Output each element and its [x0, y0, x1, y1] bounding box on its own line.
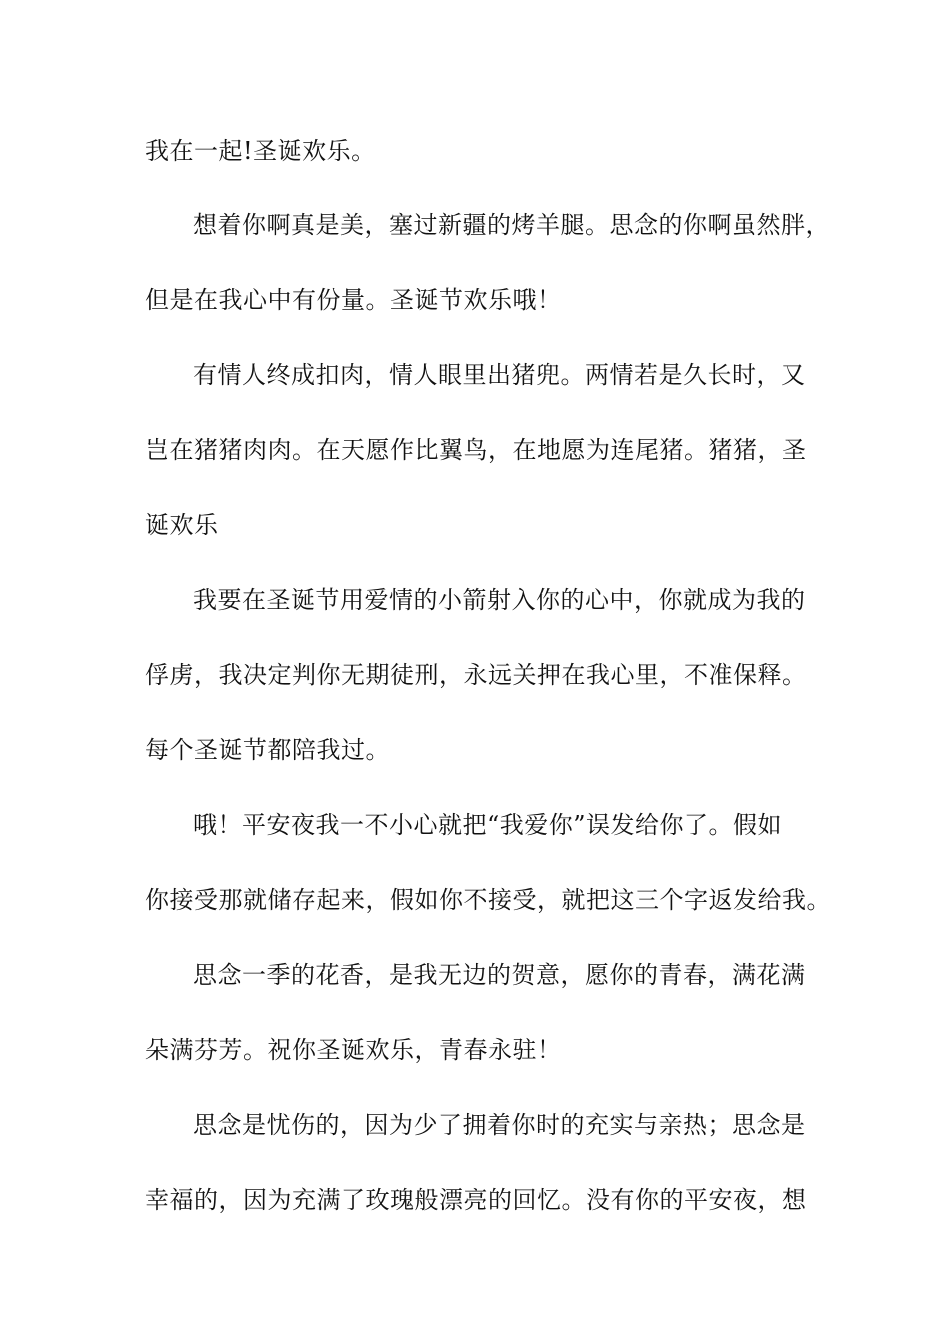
text-line: 俘虏，我决定判你无期徒刑，永远关押在我心里，不准保释。	[145, 661, 807, 689]
text-line: 思念是忧伤的，因为少了拥着你时的充实与亲热；思念是	[193, 1111, 806, 1139]
text-line: 我在一起!圣诞欢乐。	[145, 137, 376, 165]
text-line: 每个圣诞节都陪我过。	[145, 736, 390, 764]
text-line: 想着你啊真是美，塞过新疆的烤羊腿。思念的你啊虽然胖，	[193, 211, 830, 239]
text-line: 你接受那就储存起来，假如你不接受，就把这三个字返发给我。	[145, 886, 831, 914]
text-line: 幸福的，因为充满了玫瑰般漂亮的回忆。没有你的平安夜，想	[145, 1186, 807, 1214]
text-line: 诞欢乐	[145, 511, 219, 539]
text-line: 我要在圣诞节用爱情的小箭射入你的心中，你就成为我的	[193, 586, 806, 614]
text-line: 思念一季的花香，是我无边的贺意，愿你的青春，满花满	[193, 961, 806, 989]
text-line: 有情人终成扣肉，情人眼里出猪兜。两情若是久长时，又	[193, 361, 806, 389]
text-line: 但是在我心中有份量。圣诞节欢乐哦！	[145, 286, 562, 314]
text-line: 朵满芬芳。祝你圣诞欢乐，青春永驻！	[145, 1036, 562, 1064]
text-line: 岂在猪猪肉肉。在天愿作比翼鸟，在地愿为连尾猪。猪猪，圣	[145, 436, 807, 464]
text-line: 哦！平安夜我一不小心就把“我爱你”误发给你了。假如	[193, 811, 783, 839]
